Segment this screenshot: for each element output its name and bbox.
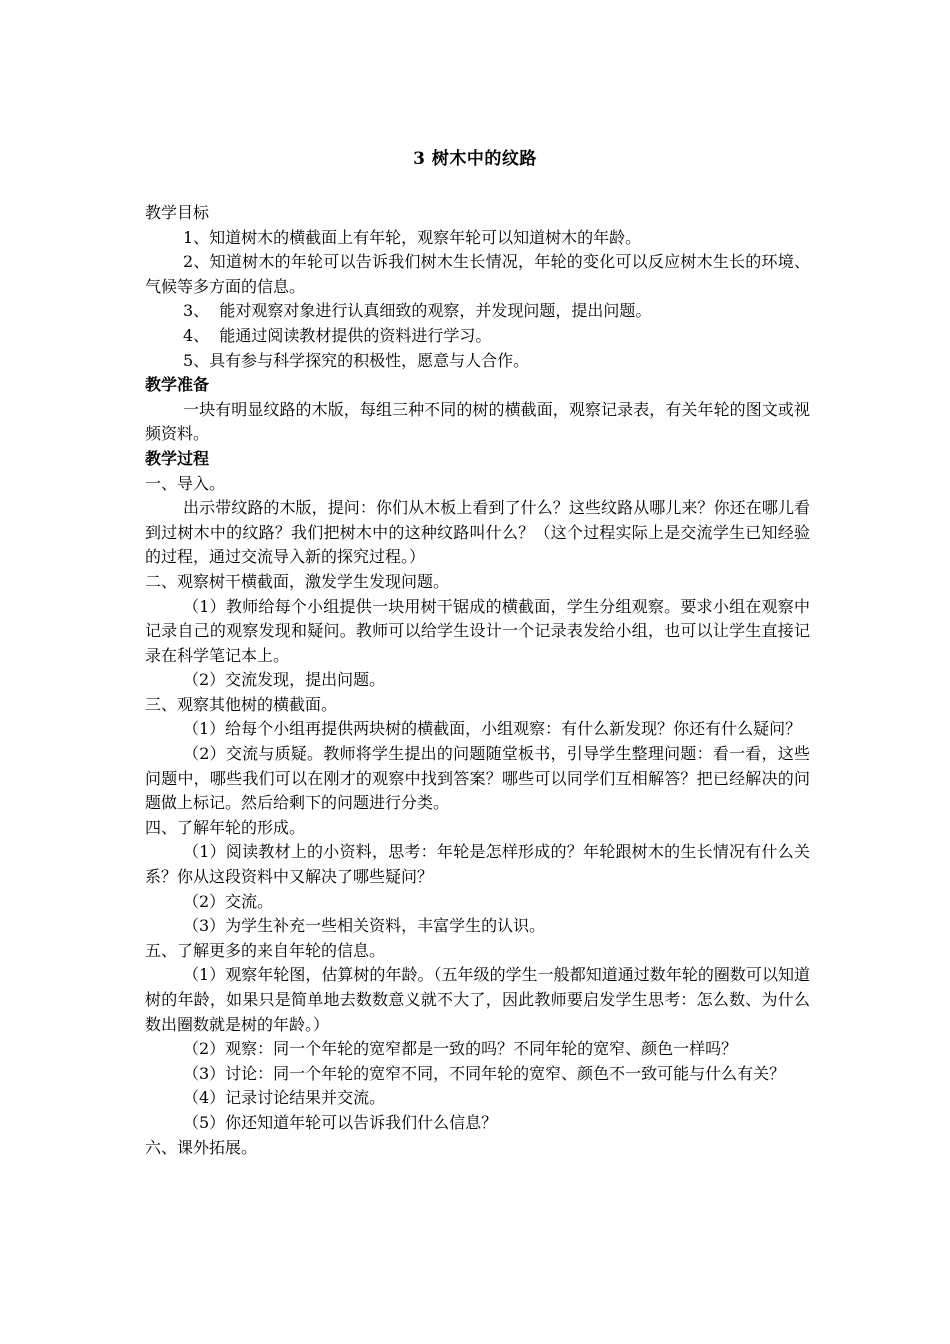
step-text: （5）你还知道年轮可以告诉我们什么信息？: [183, 1112, 498, 1132]
objective-item: 2、知道树木的年轮可以告诉我们树木生长情况，年轮的变化可以反应树木生长的环境、气候等多方面的信息。: [145, 252, 810, 296]
step-heading: 二、观察树干横截面，激发学生发现问题。: [145, 571, 450, 591]
preparation-text: 一块有明显纹路的木版，每组三种不同的树的横截面，观察记录表，有关年轮的图文或视频资料。: [145, 399, 810, 444]
objective-item: 4、 能通过阅读教材提供的资料进行学习。: [183, 325, 492, 345]
step-heading: 五、了解更多的来自年轮的信息。: [145, 940, 386, 960]
step-heading: 一、导入。: [145, 473, 226, 493]
step-heading: 三、观察其他树的横截面。: [145, 694, 338, 714]
step-text: （1）教师给每个小组提供一块用树干锯成的横截面，学生分组观察。要求小组在观察中记录自己的观察发现和疑问。教师可以给学生设计一个记录表发给小组，也可以让学生直接记录在科学笔记本上。: [145, 596, 810, 665]
step-text: （1）观察年轮图，估算树的年龄。（五年级的学生一般都知道通过数年轮的圈数可以知道树的年龄，如果只是简单地去数数意义就不大了，因此教师要启发学生思考：怎么数、为什么数出圈数就是树的年龄。）: [145, 965, 810, 1034]
step-text: （2）交流。: [183, 891, 274, 911]
step-text: （2）交流发现，提出问题。: [183, 670, 386, 690]
step-text: （2）交流与质疑。教师将学生提出的问题随堂板书，引导学生整理问题：看一看，这些问题中，哪些我们可以在刚才的观察中找到答案？哪些可以同学们互相解答？把已经解决的问题做上标记。然后给剩下的问题进行分类。: [145, 744, 810, 813]
step-text: （1）给每个小组再提供两块树的横截面，小组观察：有什么新发现？你还有什么疑问？: [183, 719, 802, 739]
document-body: [145, 201, 810, 1160]
step-text: （2）观察：同一个年轮的宽窄都是一致的吗？不同年轮的宽窄、颜色一样吗？: [183, 1039, 738, 1059]
objective-item: 5、具有参与科学探究的积极性，愿意与人合作。: [183, 350, 530, 370]
section-heading-preparation: 教学准备: [145, 375, 210, 395]
step-heading: 六、课外拓展。: [145, 1137, 258, 1157]
step-text: （3）为学生补充一些相关资料，丰富学生的认识。: [183, 916, 546, 936]
objective-item: 3、 能对观察对象进行认真细致的观察，并发现问题，提出问题。: [183, 301, 652, 321]
objective-item: 1、知道树木的横截面上有年轮，观察年轮可以知道树木的年龄。: [183, 227, 642, 247]
document-title: 3 树木中的纹路: [413, 149, 537, 169]
step-text: （3）讨论：同一个年轮的宽窄不同，不同年轮的宽窄、颜色不一致可能与什么有关？: [183, 1063, 786, 1083]
step-text: （4）记录讨论结果并交流。: [183, 1088, 386, 1108]
section-heading-process: 教学过程: [145, 448, 210, 468]
section-heading-objectives: 教学目标: [145, 203, 210, 222]
step-text: 出示带纹路的木版，提问：你们从木板上看到了什么？这些纹路从哪儿来？你还在哪儿看到过树木中的纹路？我们把树木中的这种纹路叫什么？（这个过程实际上是交流学生已知经验的过程，通过交流导入新的探究过程。）: [145, 498, 810, 567]
step-heading: 四、了解年轮的形成。: [145, 817, 306, 837]
step-text: （1）阅读教材上的小资料，思考：年轮是怎样形成的？年轮跟树木的生长情况有什么关系？你从这段资料中又解决了哪些疑问？: [145, 842, 810, 887]
